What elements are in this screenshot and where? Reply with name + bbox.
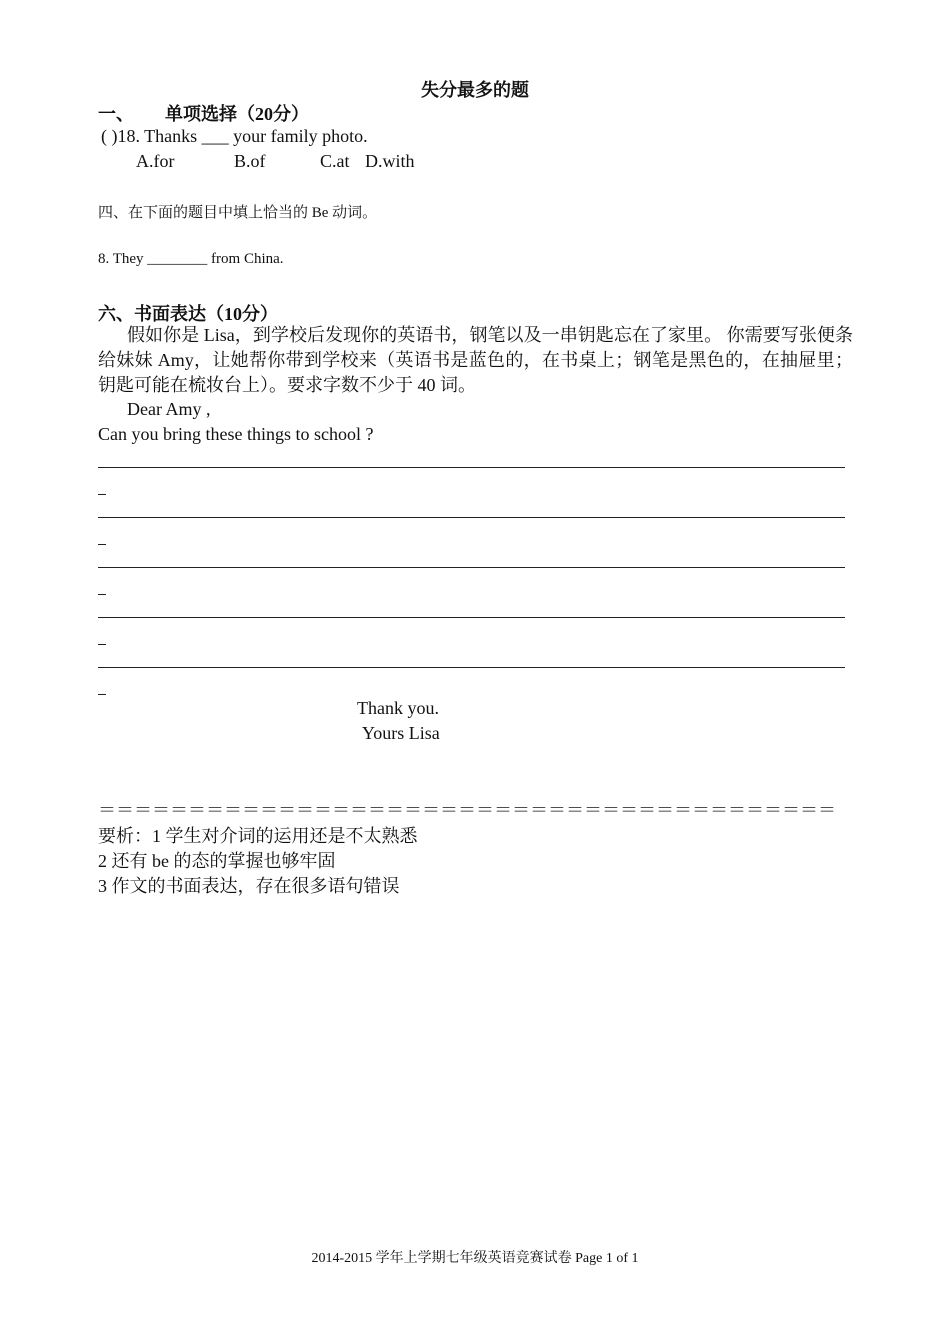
page-footer: 2014-2015 学年上学期七年级英语竞赛试卷 Page 1 of 1 [311,1251,639,1266]
analysis-line-1: 要析：1 学生对介词的运用还是不太熟悉 [98,826,418,846]
opening-sentence: Can you bring these things to school ? [98,424,374,444]
writing-line-tail [98,494,106,495]
closing: Thank you. [357,698,439,718]
option-c: C.at [320,151,350,171]
writing-line-tail [98,644,106,645]
writing-line[interactable] [98,567,845,568]
writing-line[interactable] [98,467,845,468]
writing-line-tail [98,694,106,695]
option-b: B.of [234,151,266,171]
option-d: D.with [365,151,415,171]
analysis-line-3: 3 作文的书面表达，存在很多语句错误 [98,876,400,896]
section4-heading: 四、在下面的题目中填上恰当的 Be 动词。 [98,205,378,221]
question-18: ( )18. Thanks ___ your family photo. [101,126,368,146]
section6-heading: 六、书面表达（10分） [98,304,278,324]
question-18-options [136,151,415,172]
analysis-line-2: 2 还有 be 的态的掌握也够牢固 [98,851,336,871]
page-title: 失分最多的题 [421,80,529,100]
writing-line-tail [98,594,106,595]
writing-line[interactable] [98,617,845,618]
question-8: 8. They ________ from China. [98,251,284,267]
writing-prompt: 假如你是 Lisa，到学校后发现你的英语书，钢笔以及一串钥匙忘在了家里。 你需要写张便条给妹妹 Amy，让她帮你带到学校来（英语书是蓝色的，在书桌上；钢笔是黑色的，在抽屉里； 钥匙可能在梳妆台上）。要求字数不少于 40 词。 [98,325,853,395]
writing-line[interactable] [98,517,845,518]
separator-line: ＝＝＝＝＝＝＝＝＝＝＝＝＝＝＝＝＝＝＝＝＝＝＝＝＝＝＝＝＝＝＝＝＝＝＝＝＝＝＝＝＝ [98,800,836,820]
section1-heading: 单项选择（20分） [165,104,309,124]
signature: Yours Lisa [362,723,440,743]
writing-line-tail [98,544,106,545]
salutation: Dear Amy , [127,399,211,419]
writing-line[interactable] [98,667,845,668]
option-a: A.for [136,151,175,171]
section1-number: 一、 [98,104,134,124]
